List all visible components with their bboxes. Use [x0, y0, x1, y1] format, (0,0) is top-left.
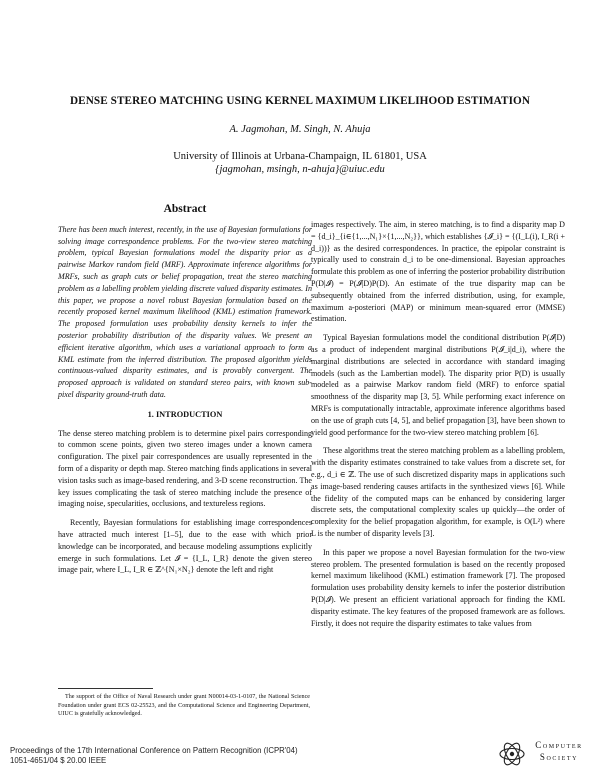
intro-paragraph-1: The dense stereo matching problem is to determine pixel pairs corresponding to common scene points, given two stereo images under a known camera configuration. The pixel pair correspondences are usually represented in the form of a disparity or depth map. Stereo matching finds applications in several vision tasks such as image-based rendering, and 3-D scene reconstruction. The key issues complicating the task of stereo matching include the presence of imaging noise, specularities, occlusions, and textureless regions.: [58, 428, 312, 509]
left-column: [58, 204, 312, 576]
proceedings-line: Proceedings of the 17th International Conference on Pattern Recognition (ICPR'04): [10, 746, 298, 755]
right-column: [311, 219, 565, 629]
section-heading-introduction: 1. INTRODUCTION: [147, 409, 223, 419]
footnote-text: The support of the Office of Naval Research under grant N00014-03-1-0107, the National Science Foundation under grant ECS 02-25523, and the Computational Science and Engineering Department, UIUC is gratefully acknowledged.: [58, 694, 310, 718]
proceedings-footer: [10, 746, 298, 766]
footnote: [58, 693, 310, 719]
right-paragraph-1: images respectively. The aim, in stereo matching, is to find a disparity map D = {d_i}_{i∈{1,...,N₁}×{1,...,N₂}}, which establishes {𝓘_i} = {(I_L(i), I_R(i + d_i))} as the desired correspondences. In practice, the epipolar constraint is typically used to constrain d_i to be one-dimensional. Bayesian approaches formulate this problem as one of inferring the posterior probability distribution P(D|𝓘) = P(𝓘|D)P(D). An estimate of the true disparity map can be subsequently obtained from the inferred distribution, using, for example, maximum a-posteriori (MAP) or minimum mean-squared error (MMSE) estimation.: [311, 220, 565, 324]
logo-wordmark-society: Society: [539, 752, 579, 762]
issn-line: 1051-4651/04 $ 20.00 IEEE: [10, 756, 107, 765]
abstract-heading: Abstract: [163, 203, 207, 215]
right-paragraph-2: Typical Bayesian formulations model the conditional distribution P(𝓘|D) as a product of independent marginal distributions P(𝓘_i|d_i), where the marginal distributions are selected in accordance with standard imaging models (such as the Lambertian model). The disparity prior P(D) is usually modeled as a pairwise Markov random field (MRF) to enforce spatial smoothness of the disparity map [3, 5]. While performing exact inference on MRFs is computationally intractable, approximate inference algorithms based on the use of graph cuts [4, 5], and belief propagation [3], have been shown to yield good performance for the two-view stereo matching problem [6].: [311, 333, 565, 437]
intro-paragraph-2: Recently, Bayesian formulations for establishing image correspondences have attracted much interest [1–5], due to the ease with which prior knowledge can be incorporated, and because modeling assumptions explicitly emerge in such formulations. Let 𝓘 = {I_L, I_R} denote the given stereo image pair, where I_L, I_R ∈ ℤ^{N₁×N₂} denote the left and right: [58, 518, 312, 575]
paper-authors: A. Jagmohan, M. Singh, N. Ahuja: [229, 124, 371, 135]
right-paragraph-4: In this paper we propose a novel Bayesian formulation for the two-view stereo problem. The presented formulation is based on the recently proposed kernel maximum likelihood (KML) estimation framework [7]. The proposed formulation uses probability density kernels to infer the posterior distribution P(D|𝓘). We present an efficient variational approach for finding the KML disparity estimate. The key features of the proposed framework are as follows. Firstly, it does not require the disparity estimates to take values from: [311, 547, 565, 628]
affiliation: University of Illinois at Urbana-Champaign, IL 61801, USA: [173, 151, 427, 162]
right-paragraph-3: These algorithms treat the stereo matching problem as a labelling problem, with the disparity estimates constrained to take values from a discrete set, for e.g., d_i ∈ ℤ. The use of such discretized disparity maps in applications such as image-based rendering causes artifacts in the synthesized views [6]. While the fidelity of the computed maps can be enhanced by considering larger discrete sets, the computational complexity scales up quickly—the order of complexity for the belief propagation algorithm, for example, is O(L²) where L is the number of disparity levels [3].: [311, 446, 565, 538]
author-emails: {jagmohan, msingh, n-ahuja}@uiuc.edu: [215, 164, 385, 175]
abstract-text: There has been much interest, recently, in the use of Bayesian formulations for solving image correspondence problems. For the two-view stereo matching problem, typical Bayesian formulations model the disparity prior as a pairwise Markov random field (MRF). Approximate inference algorithms for MRFs, such as graph cuts or belief propagation, treat the stereo matching problem as a labelling problem yielding discrete valued disparity estimates. In this paper, we propose a novel robust Bayesian formulation based on the recently proposed kernel maximum likelihood (KML) estimation framework. The proposed formulation uses probability density kernels to infer the posterior probability distribution of the disparity values. We present an efficient iterative algorithm, which uses a variational approach to form a KML estimate from the inferred distribution. The proposed algorithm yields continuous-valued disparity estimates, and is provably convergent. The proposed approach is validated on standard stereo pairs, with known sub-pixel disparity ground-truth data.: [58, 224, 312, 399]
logo-wordmark-computer: Computer: [535, 740, 583, 750]
footnote-rule: [58, 688, 153, 689]
paper-title: DENSE STEREO MATCHING USING KERNEL MAXIMUM LIKELIHOOD ESTIMATION: [69, 95, 531, 107]
